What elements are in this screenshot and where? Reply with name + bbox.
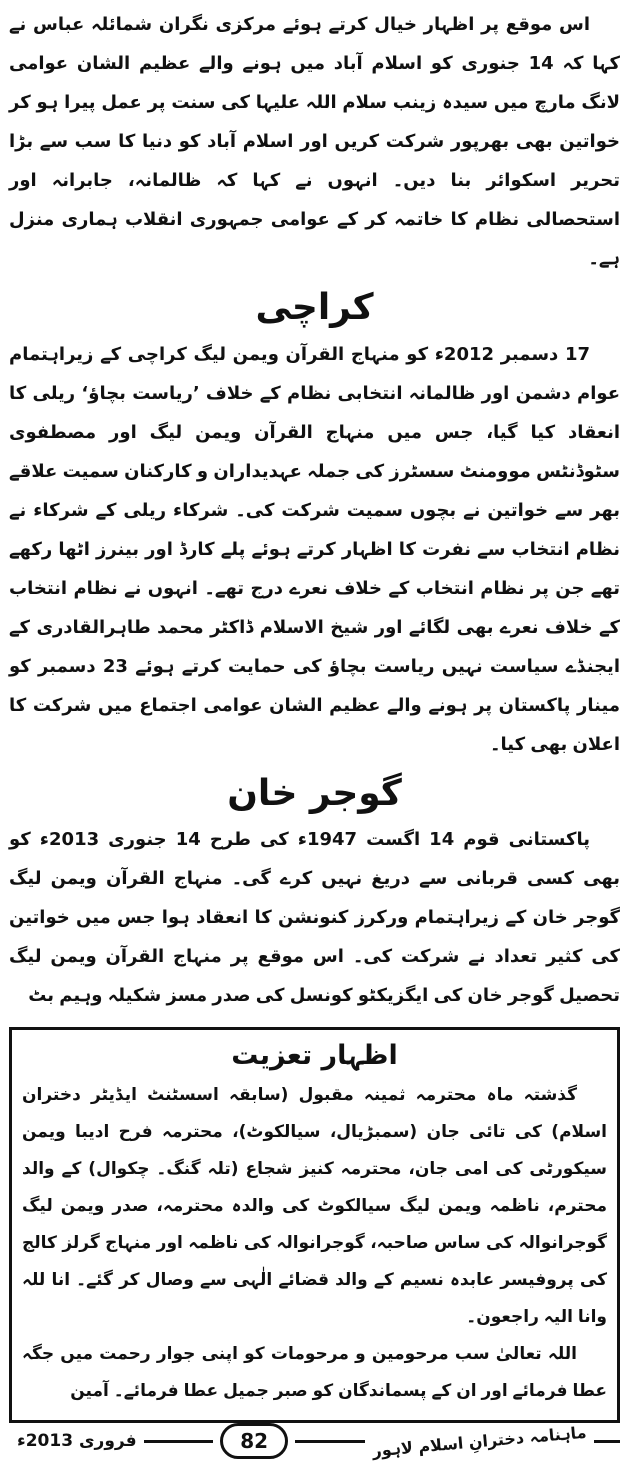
karachi-paragraph: 17 دسمبر 2012ء کو منہاج القرآن ویمن لیگ کراچی کے زیراہتمام عوام دشمن اور ظالمانہ انتخابی نظام کے خلاف ’ریاست بچاؤ‘ ریلی کا انعقاد کیا گیا، جس میں منہاج القرآن ویمن لیگ اور مصطفوی سٹوڈنٹس موومنٹ سسٹرز کی جملہ عہدیداران و کارکنان سمیت علاقے بھر سے خواتین نے بچوں سمیت شرکت کی۔ شرکاء ریلی کے شرکاء نے نظام انتخاب سے نفرت کا اظہار کرتے ہوئے پلے کارڈ اور بینرز اٹھا رکھے تھے جن پر نظام انتخاب کے خلاف نعرے درج تھے۔ انہوں نے نظام انتخاب کے خلاف نعرے بھی لگائے اور شیخ الاسلام ڈاکٹر محمد طاہرالقادری کے ایجنڈے سیاست نہیں ریاست بچاؤ کی حمایت کرتے ہوئے 23 دسمبر کو مینار پاکستان پر ہونے والے عظیم الشان عوامی اجتماع میں شرکت کا اعلان بھی کیا۔ — [9, 343, 620, 755]
footer-rule-right — [594, 1440, 620, 1443]
gujar-khan-paragraph: پاکستانی قوم 14 اگست 1947ء کی طرح 14 جنوری 2013ء کو بھی کسی قربانی سے دریغ نہیں کرے گی۔ منہاج القرآن ویمن لیگ گوجر خان کے زیراہتمام ورکرز کنونشن کا انعقاد ہوا جس میں خواتین کی کثیر تعداد نے شرکت کی۔ اس موقع پر منہاج القرآن ویمن لیگ تحصیل گوجر خان کی ایگزیکٹو کونسل کی صدر مسز شکیلہ وہیم بٹ — [9, 829, 620, 1007]
condolence-prayer: اللہ تعالیٰ سب مرحومین و مرحومات کو اپنی جوار رحمت میں جگہ عطا فرمائے اور ان کے پسماندگان کو صبر جمیل عطا فرمائے۔ آمین — [22, 1344, 607, 1402]
section-heading-gujar-khan: گوجر خان — [227, 772, 402, 814]
page-number-badge: 82 — [220, 1423, 288, 1459]
condolence-box — [9, 1027, 620, 1423]
condolence-heading: اظہار تعزیت — [231, 1040, 398, 1072]
section-heading-karachi: کراچی — [255, 287, 374, 328]
intro-paragraph: اس موقع پر اظہار خیال کرتے ہوئے مرکزی نگران شمائلہ عباس نے کہا کہ 14 جنوری کو اسلام آباد میں ہونے والے عظیم الشان عوامی لانگ مارچ میں سیدہ زینب سلام اللہ علیہا کی سنت پر عمل پیرا ہو کر خواتین بھی بھرپور شرکت کریں اور اسلام آباد کو دنیا کا سب سے بڑا تحریر اسکوائر بنا دیں۔ انہوں نے کہا کہ ظالمانہ، جابرانہ اور استحصالی نظام کا خاتمہ کر کے عوامی جمہوری انقلاب ہماری منزل ہے۔ — [9, 14, 620, 269]
magazine-title: ماہنامہ دخترانِ اسلام لاہور — [371, 1422, 588, 1461]
footer-rule-left — [144, 1440, 214, 1443]
condolence-paragraph: گذشتہ ماہ محترمہ ثمینہ مقبول (سابقہ اسسٹنٹ ایڈیٹر دختران اسلام) کی تائی جان (سمبڑیال، سیالکوٹ)، محترمہ فرح ادیبا ویمن سیکورٹی کی امی جان، محترمہ کنیز شجاع (تلہ گنگ۔ چکوال) کے والد محترم، ناظمہ ویمن لیگ سیالکوٹ کی والدہ محترمہ، صدر ویمن لیگ گوجرانوالہ کی ساس صاحبہ، گوجرانوالہ کی ناظمہ اور منہاج گرلز کالج کی پروفیسر عابدہ نسیم کے والد قضائے الٰہی سے وصال کر گئے۔ انا للہ وانا الیہ راجعون۔ — [22, 1085, 607, 1328]
footer-date: فروری 2013ء — [17, 1431, 137, 1452]
page-footer — [9, 1423, 620, 1461]
footer-rule-middle — [295, 1440, 365, 1443]
